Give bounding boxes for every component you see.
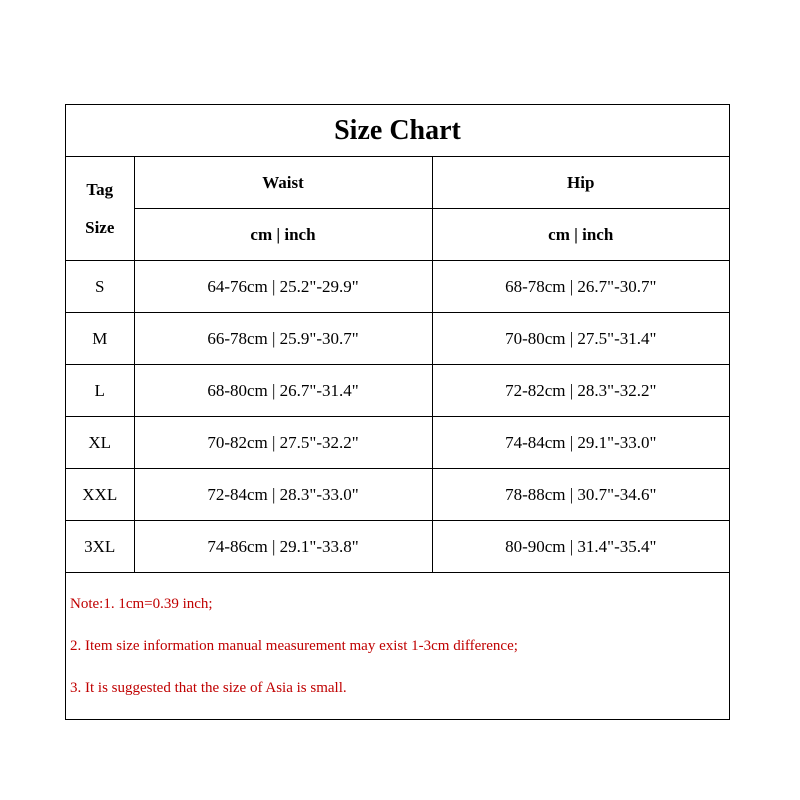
note-line-3: 3. It is suggested that the size of Asia is small. — [70, 680, 347, 696]
hip-cell: 72-82cm | 28.3"-32.2" — [432, 365, 729, 417]
size-cell: 3XL — [66, 521, 134, 573]
waist-cell: 70-82cm | 27.5"-32.2" — [134, 417, 432, 469]
hip-cell: 80-90cm | 31.4"-35.4" — [432, 521, 729, 573]
table-row — [66, 469, 729, 521]
hip-unit-header: cm | inch — [432, 209, 729, 261]
waist-cell: 68-80cm | 26.7"-31.4" — [134, 365, 432, 417]
chart-title: Size Chart — [66, 105, 729, 157]
size-chart — [65, 104, 730, 720]
hip-cell: 74-84cm | 29.1"-33.0" — [432, 417, 729, 469]
waist-unit-header: cm | inch — [134, 209, 432, 261]
size-cell: S — [66, 261, 134, 313]
hip-cell: 68-78cm | 26.7"-30.7" — [432, 261, 729, 313]
size-cell: M — [66, 313, 134, 365]
table-row — [66, 313, 729, 365]
table-row — [66, 521, 729, 573]
size-table — [66, 157, 729, 573]
hip-cell: 70-80cm | 27.5"-31.4" — [432, 313, 729, 365]
header-row-main — [66, 157, 729, 209]
waist-cell: 74-86cm | 29.1"-33.8" — [134, 521, 432, 573]
table-row — [66, 261, 729, 313]
waist-cell: 72-84cm | 28.3"-33.0" — [134, 469, 432, 521]
size-cell: XXL — [66, 469, 134, 521]
tag-size-header-line1: Tag — [86, 179, 114, 199]
note-line-2: 2. Item size information manual measurement may exist 1-3cm difference; — [70, 638, 518, 654]
hip-header: Hip — [432, 157, 729, 209]
size-cell: L — [66, 365, 134, 417]
note-line-1: Note:1. 1cm=0.39 inch; — [70, 596, 213, 612]
waist-header: Waist — [134, 157, 432, 209]
tag-size-header — [66, 157, 134, 261]
tag-size-header-line2: Size — [85, 217, 115, 237]
hip-cell: 78-88cm | 30.7"-34.6" — [432, 469, 729, 521]
waist-cell: 64-76cm | 25.2"-29.9" — [134, 261, 432, 313]
table-row — [66, 417, 729, 469]
header-row-units — [66, 209, 729, 261]
size-cell: XL — [66, 417, 134, 469]
table-row — [66, 365, 729, 417]
waist-cell: 66-78cm | 25.9"-30.7" — [134, 313, 432, 365]
